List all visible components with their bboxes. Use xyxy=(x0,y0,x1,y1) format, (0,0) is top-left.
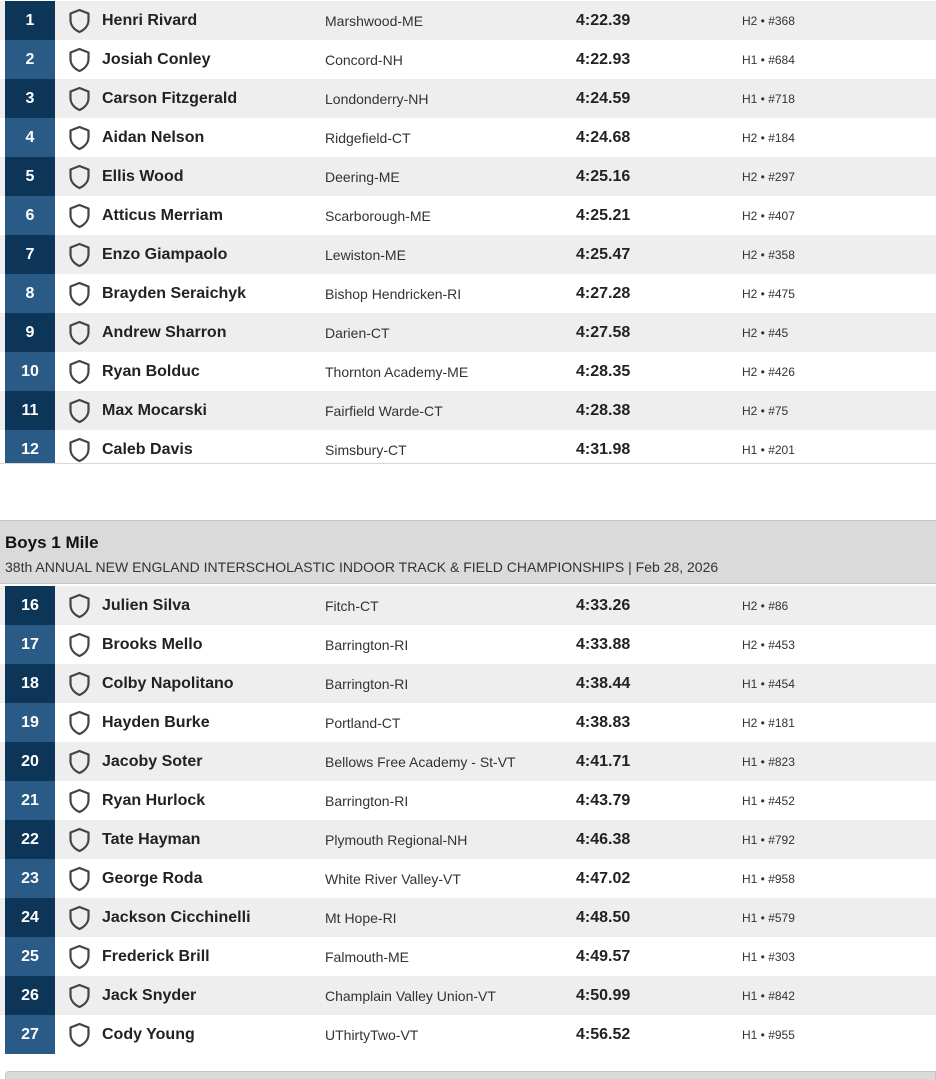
team-name[interactable]: Barrington-RI xyxy=(325,675,409,692)
result-row[interactable] xyxy=(0,313,936,352)
result-mark: 4:50.99 xyxy=(576,986,631,1004)
place-number: 27 xyxy=(5,1015,55,1054)
heat-bib: H1 • #792 xyxy=(742,832,795,847)
athlete-name[interactable]: Andrew Sharron xyxy=(102,323,227,341)
athlete-name[interactable]: Ellis Wood xyxy=(102,167,184,185)
result-row[interactable] xyxy=(0,40,936,79)
result-mark: 4:22.39 xyxy=(576,11,631,29)
athlete-name[interactable]: Frederick Brill xyxy=(102,947,210,965)
shield-icon xyxy=(67,788,92,814)
team-name[interactable]: Concord-NH xyxy=(325,51,403,68)
team-name[interactable]: Scarborough-ME xyxy=(325,207,431,224)
result-row[interactable] xyxy=(0,703,936,742)
team-name[interactable]: Champlain Valley Union-VT xyxy=(325,987,496,1004)
heat-bib: H2 • #426 xyxy=(742,364,795,379)
team-name[interactable]: Marshwood-ME xyxy=(325,12,424,29)
results-table xyxy=(0,1,936,464)
place-number: 25 xyxy=(5,937,55,976)
shield-icon xyxy=(67,593,92,619)
result-row[interactable] xyxy=(0,391,936,430)
result-mark: 4:31.98 xyxy=(576,440,631,458)
result-row[interactable] xyxy=(0,625,936,664)
shield-icon xyxy=(67,983,92,1009)
shield-icon xyxy=(67,242,92,268)
team-name[interactable]: Fairfield Warde-CT xyxy=(325,402,443,419)
shield-icon xyxy=(67,905,92,931)
team-name[interactable]: Simsbury-CT xyxy=(325,441,407,458)
athlete-name[interactable]: Ryan Hurlock xyxy=(102,791,206,809)
result-mark: 4:41.71 xyxy=(576,752,631,770)
place-number: 2 xyxy=(5,40,55,79)
athlete-name[interactable]: Max Mocarski xyxy=(102,401,207,419)
shield-icon xyxy=(67,359,92,385)
result-mark: 4:38.83 xyxy=(576,713,631,731)
result-mark: 4:24.59 xyxy=(576,89,631,107)
place-number: 18 xyxy=(5,664,55,703)
athlete-name[interactable]: Jacoby Soter xyxy=(102,752,203,770)
place-number: 21 xyxy=(5,781,55,820)
shield-icon xyxy=(67,281,92,307)
result-mark: 4:27.58 xyxy=(576,323,631,341)
result-row[interactable] xyxy=(0,118,936,157)
athlete-name[interactable]: Julien Silva xyxy=(102,596,191,614)
heat-bib: H2 • #45 xyxy=(742,325,789,340)
athlete-name[interactable]: Atticus Merriam xyxy=(102,206,223,224)
result-mark: 4:56.52 xyxy=(576,1025,631,1043)
shield-icon xyxy=(67,8,92,34)
place-number: 8 xyxy=(5,274,55,313)
shield-icon xyxy=(67,437,92,463)
team-name[interactable]: UThirtyTwo-VT xyxy=(325,1026,419,1043)
team-name[interactable]: Fitch-CT xyxy=(325,597,379,614)
result-row[interactable] xyxy=(0,196,936,235)
place-number: 4 xyxy=(5,118,55,157)
result-row[interactable] xyxy=(0,820,936,859)
place-number: 24 xyxy=(5,898,55,937)
result-row[interactable] xyxy=(0,1015,936,1054)
team-name[interactable]: Thornton Academy-ME xyxy=(325,363,469,380)
result-mark: 4:27.28 xyxy=(576,284,631,302)
place-number: 22 xyxy=(5,820,55,859)
team-name[interactable]: Barrington-RI xyxy=(325,636,409,653)
results-list-bottom xyxy=(0,586,936,1054)
result-row[interactable] xyxy=(0,430,936,464)
team-name[interactable]: Mt Hope-RI xyxy=(325,909,397,926)
heat-bib: H2 • #86 xyxy=(742,598,789,613)
athlete-name[interactable]: Enzo Giampaolo xyxy=(102,245,228,263)
event-header xyxy=(0,520,936,584)
athlete-name[interactable]: Ryan Bolduc xyxy=(102,362,200,380)
place-number: 23 xyxy=(5,859,55,898)
athlete-name[interactable]: Henri Rivard xyxy=(102,11,198,29)
result-mark: 4:25.21 xyxy=(576,206,631,224)
place-number: 7 xyxy=(5,235,55,274)
result-mark: 4:22.93 xyxy=(576,50,631,68)
result-row[interactable] xyxy=(0,976,936,1015)
result-row[interactable] xyxy=(0,937,936,976)
result-row[interactable] xyxy=(0,1,936,40)
athlete-name[interactable]: Tate Hayman xyxy=(102,830,201,848)
team-name[interactable]: Portland-CT xyxy=(325,714,401,731)
result-mark: 4:43.79 xyxy=(576,791,631,809)
place-number: 16 xyxy=(5,586,55,625)
result-row[interactable] xyxy=(0,664,936,703)
place-number: 1 xyxy=(5,1,55,40)
heat-bib: H2 • #407 xyxy=(742,208,795,223)
results-list-top xyxy=(0,1,936,464)
result-row[interactable] xyxy=(0,79,936,118)
shield-icon xyxy=(67,866,92,892)
result-mark: 4:25.16 xyxy=(576,167,631,185)
place-number: 20 xyxy=(5,742,55,781)
divider xyxy=(0,463,936,464)
result-mark: 4:28.38 xyxy=(576,401,631,419)
result-row[interactable] xyxy=(0,157,936,196)
athlete-name[interactable]: Jack Snyder xyxy=(102,986,197,1004)
athlete-name[interactable]: Carson Fitzgerald xyxy=(102,89,238,107)
shield-icon xyxy=(67,86,92,112)
athlete-name[interactable]: Brooks Mello xyxy=(102,635,203,653)
place-number: 6 xyxy=(5,196,55,235)
shield-icon xyxy=(67,671,92,697)
place-number: 19 xyxy=(5,703,55,742)
result-row[interactable] xyxy=(0,274,936,313)
athlete-name[interactable]: Hayden Burke xyxy=(102,713,210,731)
heat-bib: H1 • #201 xyxy=(742,442,795,457)
place-number: 3 xyxy=(5,79,55,118)
team-name[interactable]: Ridgefield-CT xyxy=(325,129,411,146)
result-row[interactable] xyxy=(0,586,936,625)
result-mark: 4:48.50 xyxy=(576,908,631,926)
team-name[interactable]: Plymouth Regional-NH xyxy=(325,831,468,848)
heat-bib: H1 • #842 xyxy=(742,988,795,1003)
shield-icon xyxy=(67,203,92,229)
athlete-name[interactable]: George Roda xyxy=(102,869,203,887)
shield-icon xyxy=(67,632,92,658)
result-mark: 4:33.26 xyxy=(576,596,631,614)
shield-icon xyxy=(67,710,92,736)
shield-icon xyxy=(67,1022,92,1048)
team-name[interactable]: Lewiston-ME xyxy=(325,246,406,263)
place-number: 17 xyxy=(5,625,55,664)
result-row[interactable] xyxy=(0,859,936,898)
next-event-header xyxy=(5,1071,936,1079)
athlete-name[interactable]: Jackson Cicchinelli xyxy=(102,908,251,926)
team-name[interactable]: Bishop Hendricken-RI xyxy=(325,285,462,302)
athlete-name[interactable]: Josiah Conley xyxy=(102,50,211,68)
shield-icon xyxy=(67,827,92,853)
shield-icon xyxy=(67,749,92,775)
place-number: 26 xyxy=(5,976,55,1015)
team-name[interactable]: Bellows Free Academy - St-VT xyxy=(325,753,516,770)
team-name[interactable]: White River Valley-VT xyxy=(325,870,461,887)
heat-bib: H1 • #454 xyxy=(742,676,795,691)
heat-bib: H2 • #358 xyxy=(742,247,795,262)
place-number: 5 xyxy=(5,157,55,196)
result-mark: 4:49.57 xyxy=(576,947,631,965)
heat-bib: H1 • #452 xyxy=(742,793,795,808)
heat-bib: H1 • #579 xyxy=(742,910,795,925)
heat-bib: H1 • #303 xyxy=(742,949,795,964)
place-number: 11 xyxy=(5,391,55,430)
athlete-name[interactable]: Brayden Seraichyk xyxy=(102,284,247,302)
place-number: 12 xyxy=(5,430,55,464)
heat-bib: H1 • #958 xyxy=(742,871,795,886)
shield-icon xyxy=(67,125,92,151)
result-row[interactable] xyxy=(0,742,936,781)
heat-bib: H2 • #368 xyxy=(742,13,795,28)
result-mark: 4:24.68 xyxy=(576,128,631,146)
heat-bib: H1 • #684 xyxy=(742,52,795,67)
athlete-name[interactable]: Colby Napolitano xyxy=(102,674,234,692)
result-mark: 4:25.47 xyxy=(576,245,631,263)
result-row[interactable] xyxy=(0,352,936,391)
athlete-name[interactable]: Aidan Nelson xyxy=(102,128,205,146)
place-number: 9 xyxy=(5,313,55,352)
heat-bib: H1 • #955 xyxy=(742,1027,795,1042)
result-mark: 4:47.02 xyxy=(576,869,631,887)
shield-icon xyxy=(67,398,92,424)
team-name[interactable]: Londonderry-NH xyxy=(325,90,429,107)
shield-icon xyxy=(67,164,92,190)
team-name[interactable]: Falmouth-ME xyxy=(325,948,410,965)
result-row[interactable] xyxy=(0,235,936,274)
heat-bib: H2 • #75 xyxy=(742,403,789,418)
heat-bib: H2 • #181 xyxy=(742,715,795,730)
team-name[interactable]: Barrington-RI xyxy=(325,792,409,809)
shield-icon xyxy=(67,320,92,346)
heat-bib: H1 • #823 xyxy=(742,754,795,769)
result-mark: 4:28.35 xyxy=(576,362,631,380)
heat-bib: H2 • #184 xyxy=(742,130,795,145)
athlete-name[interactable]: Caleb Davis xyxy=(102,440,193,458)
result-mark: 4:38.44 xyxy=(576,674,631,692)
athlete-name[interactable]: Cody Young xyxy=(102,1025,195,1043)
result-mark: 4:46.38 xyxy=(576,830,631,848)
event-subtitle: 38th ANNUAL NEW ENGLAND INTERSCHOLASTIC INDOOR TRACK & FIELD CHAMPIONSHIPS | Feb 28, 2026 xyxy=(5,559,719,575)
heat-bib: H2 • #297 xyxy=(742,169,795,184)
heat-bib: H2 • #475 xyxy=(742,286,795,301)
team-name[interactable]: Deering-ME xyxy=(325,168,400,185)
team-name[interactable]: Darien-CT xyxy=(325,324,390,341)
result-row[interactable] xyxy=(0,898,936,937)
heat-bib: H2 • #453 xyxy=(742,637,795,652)
heat-bib: H1 • #718 xyxy=(742,91,795,106)
place-number: 10 xyxy=(5,352,55,391)
result-row[interactable] xyxy=(0,781,936,820)
result-mark: 4:33.88 xyxy=(576,635,631,653)
shield-icon xyxy=(67,944,92,970)
event-title[interactable]: Boys 1 Mile xyxy=(5,533,99,552)
shield-icon xyxy=(67,47,92,73)
